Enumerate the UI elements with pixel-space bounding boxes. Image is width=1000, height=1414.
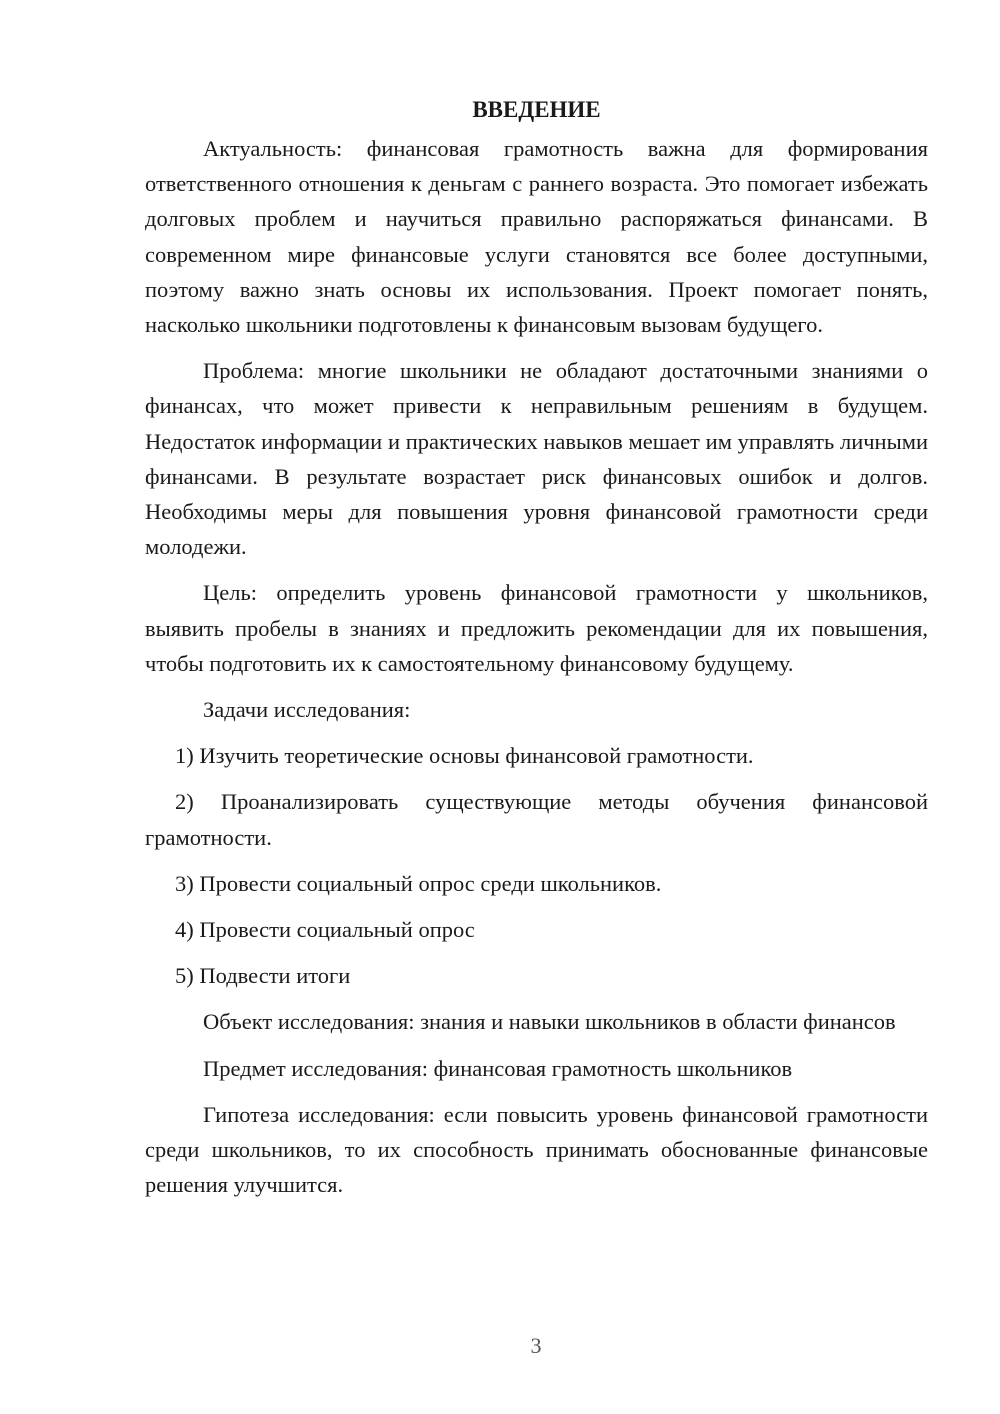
problem-paragraph: Проблема: многие школьники не обладают достаточными знаниями о финансах, что может привести к неправильным решениям в будущем. Недостаток информации и практических навыков мешает им управлять личными финансами. В результате возрастает риск финансовых ошибок и долгов. Необходимы меры для повышения уровня финансовой грамотности среди молодежи. (145, 358, 928, 560)
task-item-5: 5) Подвести итоги (175, 963, 351, 989)
hypothesis-paragraph: Гипотеза исследования: если повысить уровень финансовой грамотности среди школьников, то их способность принимать обоснованные финансовые решения улучшится. (145, 1101, 928, 1198)
tasks-title: Задачи исследования: (203, 697, 411, 723)
task-item-3: 3) Провести социальный опрос среди школьников. (175, 870, 662, 896)
goal-paragraph: Цель: определить уровень финансовой грамотности у школьников, выявить пробелы в знаниях и предложить рекомендации для их повышения, чтобы подготовить их к самостоятельному финансовому будущему. (145, 580, 928, 676)
page-number: 3 (530, 1333, 542, 1358)
subject-paragraph: Предмет исследования: финансовая грамотность школьников (203, 1055, 793, 1081)
object-paragraph: Объект исследования: знания и навыки школьников в области финансов (203, 1009, 896, 1035)
task-item-4: 4) Провести социальный опрос (175, 917, 475, 943)
task-item-2: 2) Проанализировать существующие методы обучения финансовой грамотности. (145, 789, 928, 850)
page-heading: ВВЕДЕНИЕ (472, 97, 601, 122)
document-page (145, 92, 928, 1213)
relevance-paragraph: Актуальность: финансовая грамотность важна для формирования ответственного отношения к деньгам с раннего возраста. Это помогает избежать долговых проблем и научиться правильно распоряжаться финансами. В современном мире финансовые услуги становятся все более доступными, поэтому важно знать основы их использования. Проект помогает понять, насколько школьники подготовлены к финансовым вызовам будущего. (145, 136, 928, 338)
task-item-1: 1) Изучить теоретические основы финансовой грамотности. (175, 743, 754, 769)
